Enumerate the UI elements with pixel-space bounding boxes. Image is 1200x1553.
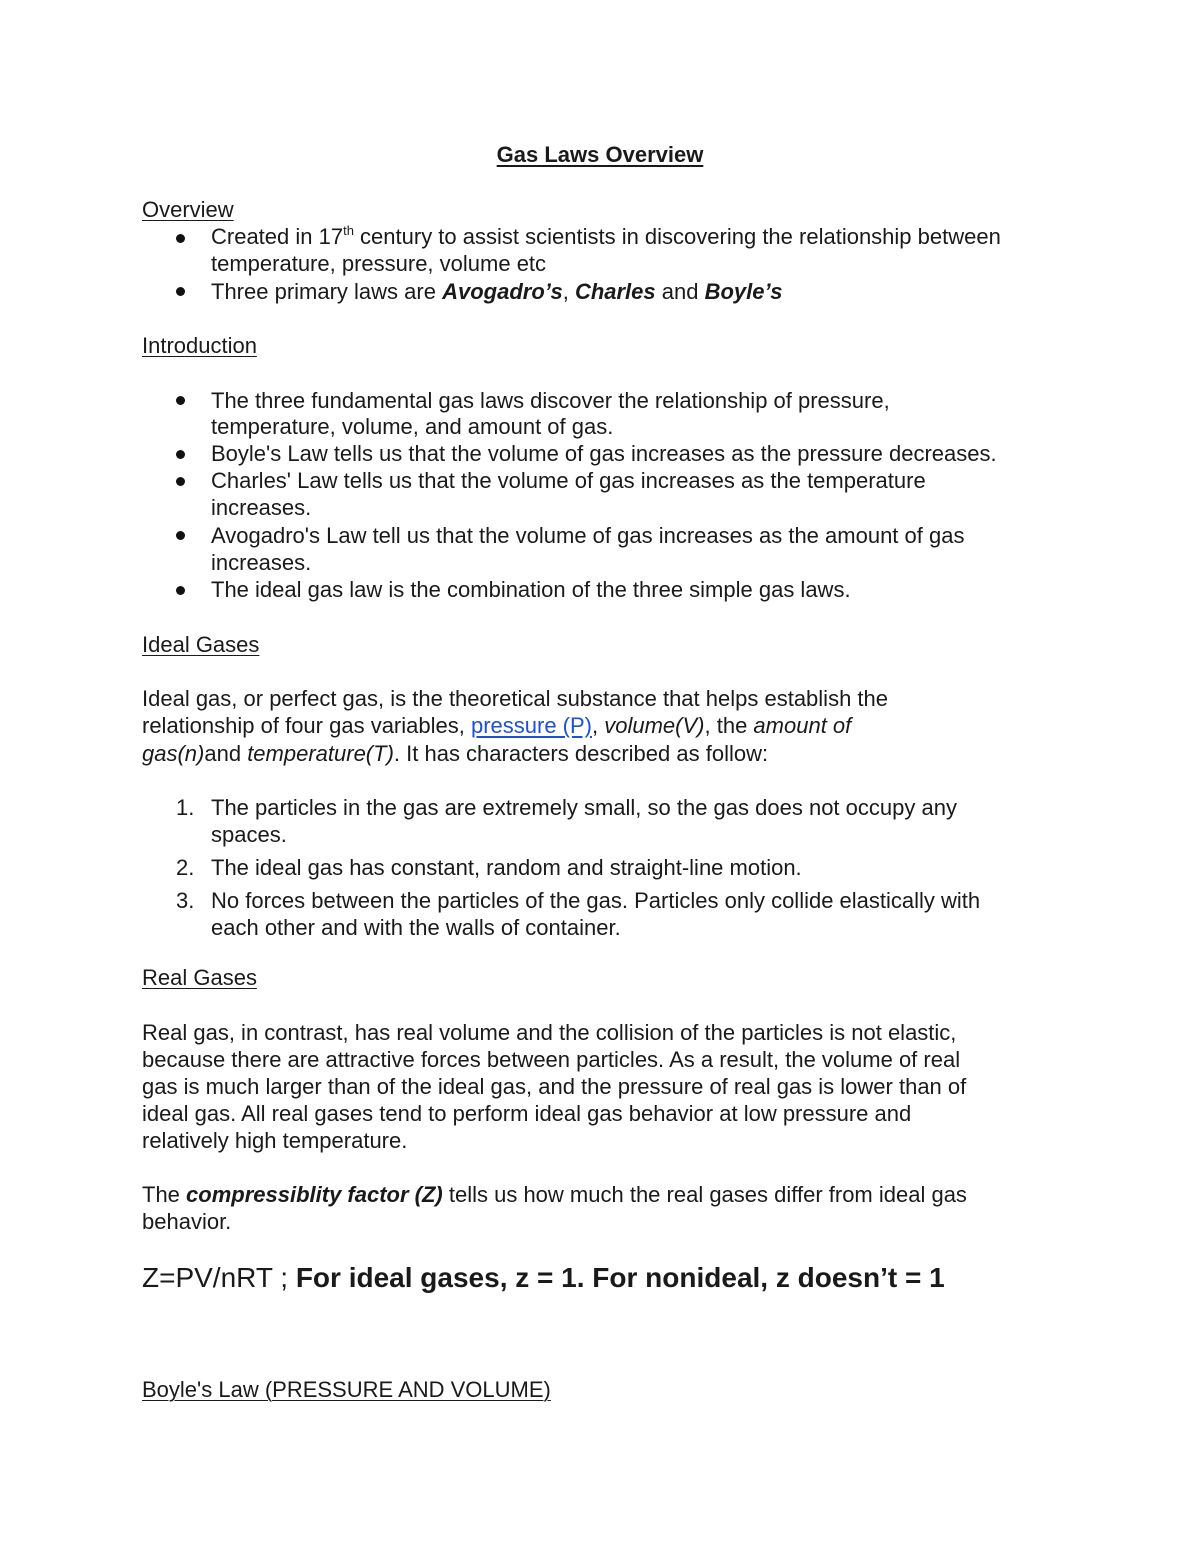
ideal-paragraph-line-2: relationship of four gas variables, pressure (P), volume(V), the amount of bbox=[142, 713, 852, 738]
ideal-list-item-3: No forces between the particles of the gas. Particles only collide elastically with bbox=[211, 888, 981, 913]
real-paragraph-line-5: relatively high temperature. bbox=[142, 1128, 408, 1153]
intro-item-3: Charles' Law tells us that the volume of gas increases as the temperature bbox=[211, 468, 926, 493]
ideal-paragraph-line-1: Ideal gas, or perfect gas, is the theoretical substance that helps establish the bbox=[142, 686, 889, 711]
real-paragraph-line-1: Real gas, in contrast, has real volume and the collision of the particles is not elastic, bbox=[142, 1020, 957, 1045]
bullet-icon bbox=[176, 450, 185, 459]
overview-heading: Overview bbox=[142, 197, 234, 222]
intro-item-5: The ideal gas law is the combination of the three simple gas laws. bbox=[211, 577, 851, 602]
real-paragraph-line-4: ideal gas. All real gases tend to perform ideal gas behavior at low pressure and bbox=[142, 1101, 912, 1126]
overview-item-1: Created in 17th century to assist scientists in discovering the relationship between bbox=[211, 223, 1001, 249]
intro-item-4-cont: increases. bbox=[211, 550, 312, 575]
real-gases-heading: Real Gases bbox=[142, 965, 257, 990]
compressibility-line-2: behavior. bbox=[142, 1209, 232, 1234]
compressibility-formula: Z=PV/nRT ; For ideal gases, z = 1. For nonideal, z doesn’t = 1 bbox=[142, 1262, 945, 1293]
bullet-icon bbox=[176, 287, 185, 296]
compressibility-line-1: The compressiblity factor (Z) tells us how much the real gases differ from ideal gas bbox=[142, 1182, 967, 1207]
list-number: 3. bbox=[176, 888, 195, 913]
intro-item-2: Boyle's Law tells us that the volume of gas increases as the pressure decreases. bbox=[211, 441, 997, 466]
intro-item-1: The three fundamental gas laws discover the relationship of pressure, bbox=[211, 388, 890, 413]
bullet-icon bbox=[176, 586, 185, 595]
ideal-list-item-3-cont: each other and with the walls of container. bbox=[211, 915, 621, 940]
real-paragraph-line-2: because there are attractive forces between particles. As a result, the volume of real bbox=[142, 1047, 961, 1072]
bullet-icon bbox=[176, 531, 185, 540]
document-title: Gas Laws Overview bbox=[496, 142, 704, 167]
ideal-list-item-1-cont: spaces. bbox=[211, 822, 287, 847]
bullet-icon bbox=[176, 234, 185, 243]
ideal-paragraph-line-3: gas(n)and temperature(T). It has characters described as follow: bbox=[142, 741, 769, 766]
intro-item-1-cont: temperature, volume, and amount of gas. bbox=[211, 414, 614, 439]
intro-item-3-cont: increases. bbox=[211, 495, 312, 520]
bullet-icon bbox=[176, 477, 185, 486]
introduction-heading: Introduction bbox=[142, 333, 257, 358]
ideal-list-item-2: The ideal gas has constant, random and straight-line motion. bbox=[211, 855, 802, 880]
bullet-icon bbox=[176, 396, 185, 405]
overview-item-1-cont: temperature, pressure, volume etc bbox=[211, 251, 547, 276]
pressure-link[interactable]: pressure (P) bbox=[470, 713, 593, 738]
ideal-gases-heading: Ideal Gases bbox=[142, 632, 260, 657]
list-number: 2. bbox=[176, 855, 195, 880]
overview-item-2: Three primary laws are Avogadro’s, Charles and Boyle’s bbox=[211, 279, 783, 304]
intro-item-4: Avogadro's Law tell us that the volume of gas increases as the amount of gas bbox=[211, 523, 965, 548]
real-paragraph-line-3: gas is much larger than of the ideal gas, and the pressure of real gas is lower than of bbox=[142, 1074, 967, 1099]
boyles-law-heading: Boyle's Law (PRESSURE AND VOLUME) bbox=[142, 1377, 551, 1402]
ideal-list-item-1: The particles in the gas are extremely small, so the gas does not occupy any bbox=[211, 795, 957, 820]
list-number: 1. bbox=[176, 795, 195, 820]
